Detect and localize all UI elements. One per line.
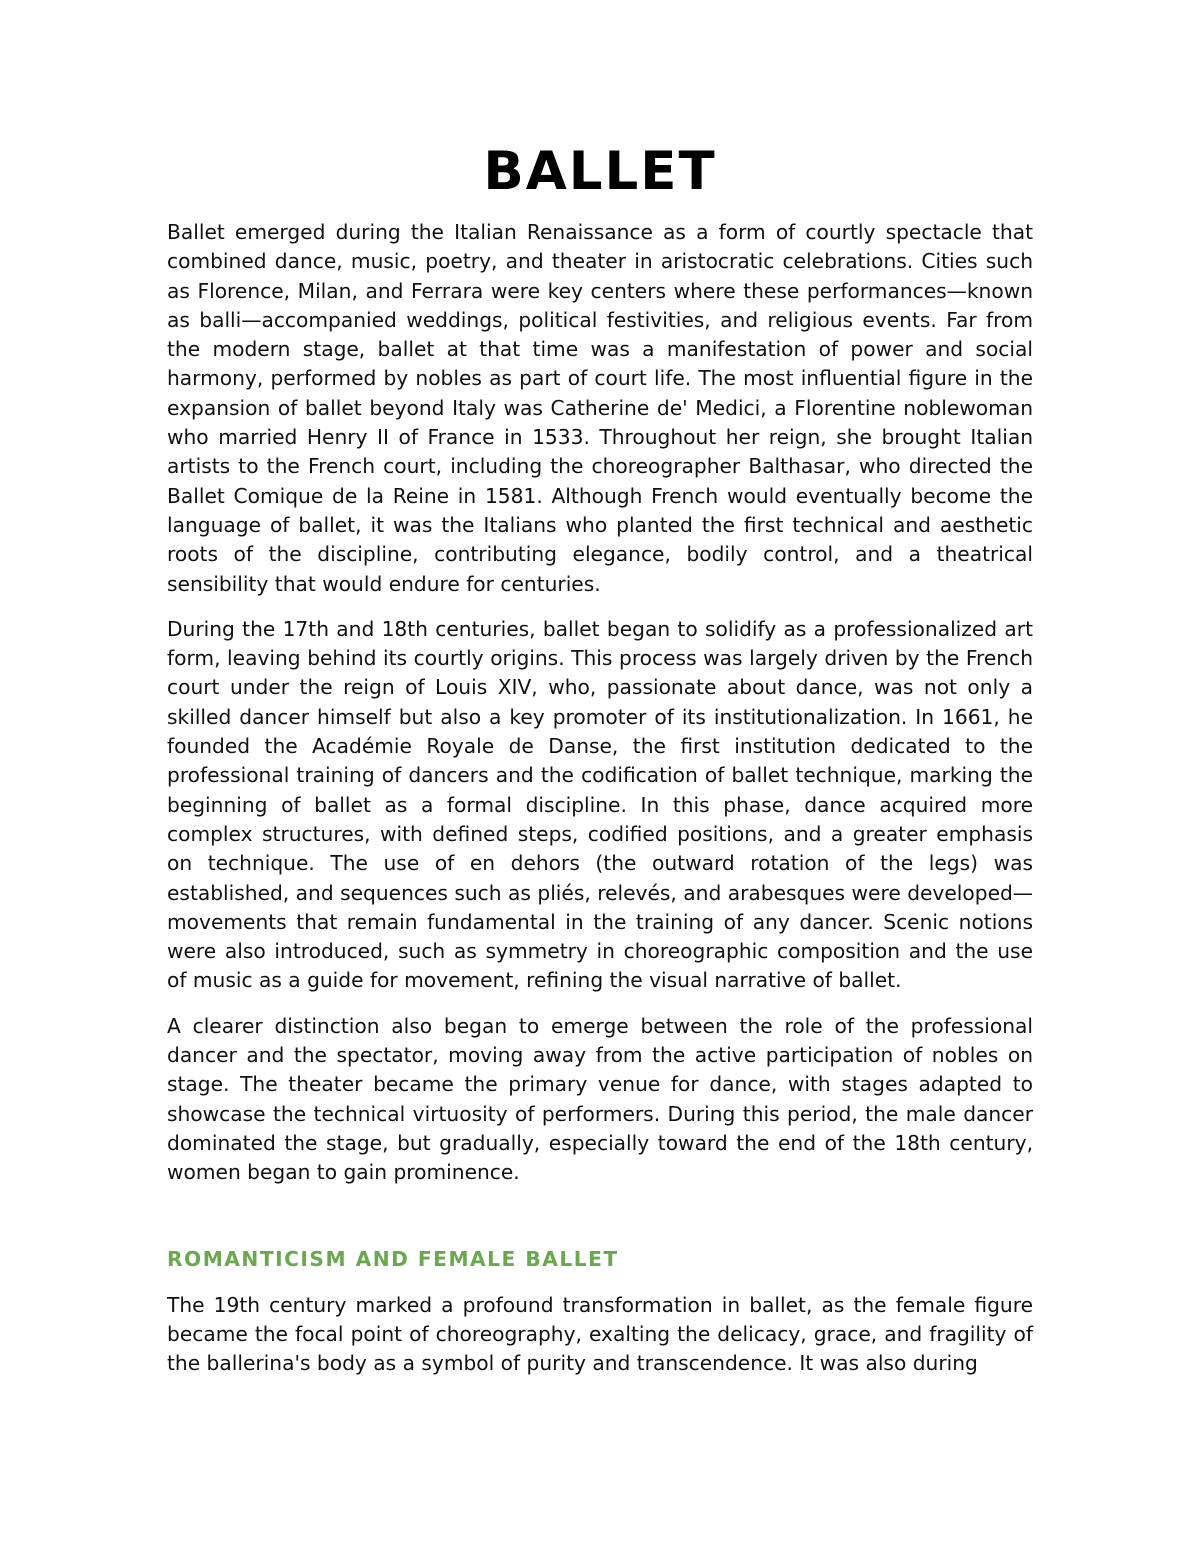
document-title: BALLET: [483, 141, 717, 202]
paragraph-renaissance-origins: Ballet emerged during the Italian Renaissance as a form of courtly spectacle that combined dance, music, poetry, and theater in aristocratic celebrations. Cities such as Florence, Milan, and Ferrara were key centers where these performances—known as balli—accompanied weddings, political festivities, and religious events. Far from the modern stage, ballet at that time was a manifestation of power and social harmony, performed by nobles as part of court life. The most influential figure in the expansion of ballet beyond Italy was Catherine de' Medici, a Florentine noblewoman who married Henry II of France in 1533. Throughout her reign, she brought Italian artists to the French court, including the choreographer Balthasar, who directed the Ballet Comique de la Reine in 1581. Although French would eventually become the language of ballet, it was the Italians who planted the first technical and aesthetic roots of the discipline, contributing elegance, bodily control, and a theatrical sensibility that would endure for centuries.: [167, 220, 1033, 596]
paragraph-dancer-spectator: A clearer distinction also began to emerge between the role of the professional dancer and the spectator, moving away from the active participation of nobles on stage. The theater became the primary venue for dance, with stages adapted to showcase the technical virtuosity of performers. During this period, the male dancer dominated the stage, but gradually, especially toward the end of the 18th century, women began to gain prominence.: [167, 1013, 1033, 1185]
paragraph-romanticism-intro: The 19th century marked a profound transformation in ballet, as the female figure became the focal point of choreography, exalting the delicacy, grace, and fragility of the ballerina's body as a symbol of purity and transcendence. It was also during: [167, 1292, 1033, 1376]
paragraph-professionalization: During the 17th and 18th centuries, ballet began to solidify as a professionalized art form, leaving behind its courtly origins. This process was largely driven by the French court under the reign of Louis XIV, who, passionate about dance, was not only a skilled dancer himself but also a key promoter of its institutionalization. In 1661, he founded the Académie Royale de Danse, the first institution dedicated to the professional training of dancers and the codification of ballet technique, marking the beginning of ballet as a formal discipline. In this phase, dance acquired more complex structures, with defined steps, codified positions, and a greater emphasis on technique. The use of en dehors (the outward rotation of the legs) was established, and sequences such as pliés, relevés, and arabesques were developed—movements that remain fundamental in the training of any dancer. Scenic notions were also introduced, such as symmetry in choreographic composition and the use of music as a guide for movement, refining the visual narrative of ballet.: [167, 616, 1033, 993]
document-body: [167, 140, 1033, 1394]
section-heading-romanticism: ROMANTICISM AND FEMALE BALLET: [167, 1246, 619, 1271]
